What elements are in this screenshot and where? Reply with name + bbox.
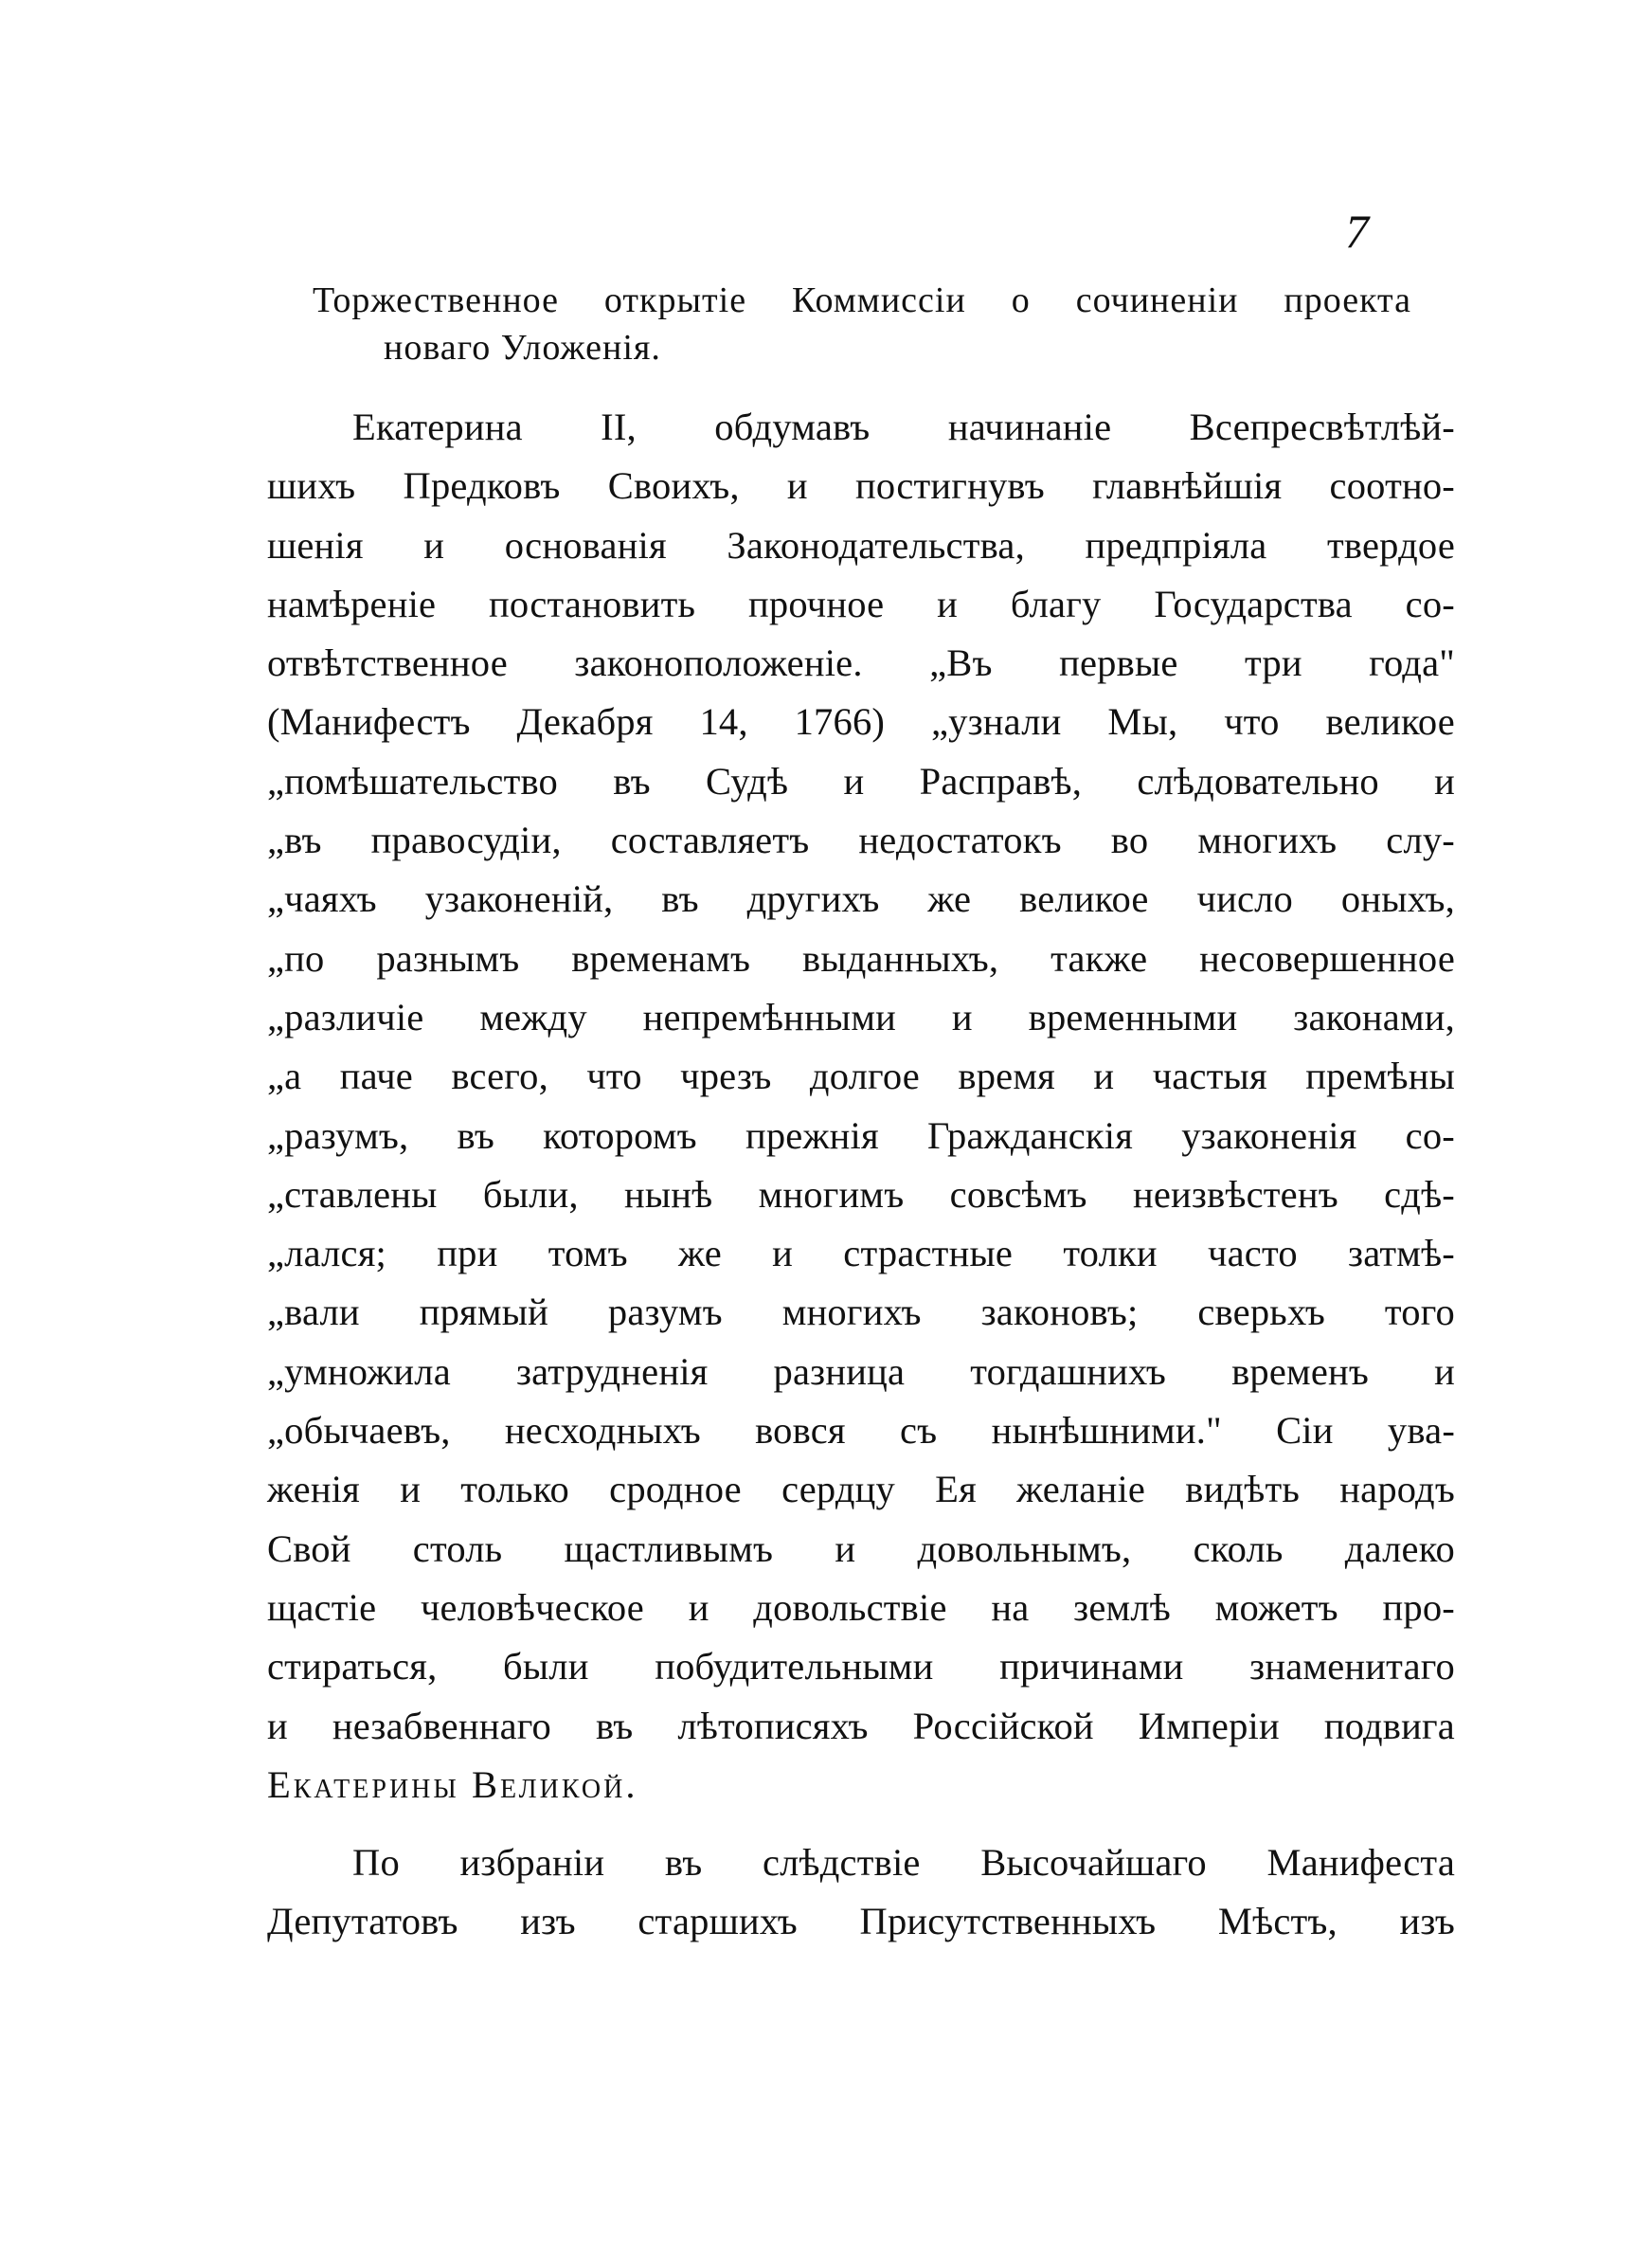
text-line: шенія и основанія Законодательства, предпріяла твердое: [267, 523, 1455, 567]
text-line: „по разнымъ временамъ выданныхъ, также несовершенное: [267, 936, 1455, 980]
text-line: отвѣтственное законоположеніе. „Въ первые три года": [267, 641, 1455, 685]
heading-line-2: новаго Уложенія.: [384, 328, 661, 368]
text-line: „лался; при томъ же и страстные толки часто затмѣ-: [267, 1232, 1455, 1275]
text-line: женія и только сродное сердцу Ея желаніе видѣть народъ: [267, 1468, 1455, 1511]
text-line: Екатерина II, обдумавъ начинаніе Всепресвѣтлѣй-: [352, 406, 1455, 448]
paragraph-2: [267, 1833, 1455, 1952]
text-line: Екатерины Великой.: [267, 1762, 638, 1806]
heading-line-1: Торжественное открытіе Коммиссіи о сочиненіи проекта: [313, 280, 1411, 320]
text-line: „помѣшательство въ Судѣ и Расправѣ, слѣдовательно и: [267, 759, 1455, 803]
text-line: щастіе человѣческое и довольствіе на землѣ можетъ про-: [267, 1585, 1455, 1629]
text-line: „а паче всего, что чрезъ долгое время и частыя премѣны: [267, 1055, 1455, 1098]
text-line: „вали прямый разумъ многихъ законовъ; сверьхъ того: [267, 1291, 1455, 1334]
text-line: „чаяхъ узаконеній, въ другихъ же великое число оныхъ,: [267, 877, 1455, 921]
page-number: 7: [1345, 205, 1369, 258]
text-line: намѣреніе постановить прочное и благу Государства со-: [267, 582, 1455, 625]
text-line: „въ правосудіи, составляетъ недостатокъ во многихъ слу-: [267, 819, 1455, 862]
text-line: Депутатовъ изъ старшихъ Присутственныхъ Мѣстъ, изъ: [267, 1900, 1455, 1943]
text-line: „обычаевъ, несходныхъ вовся съ нынѣшними." Сіи ува-: [267, 1409, 1455, 1453]
paragraph-1: [267, 398, 1455, 1815]
text-line: „ставлены были, нынѣ многимъ совсѣмъ неизвѣстенъ сдѣ-: [267, 1172, 1455, 1216]
text-line: и незабвеннаго въ лѣтописяхъ Россійской Имперіи подвига: [267, 1704, 1455, 1747]
text-line: „различіе между непремѣнными и временными законами,: [267, 995, 1455, 1038]
text-line: „разумъ, въ которомъ прежнія Гражданскія узаконенія со-: [267, 1113, 1455, 1157]
section-heading: [313, 277, 1411, 371]
text-line: шихъ Предковъ Своихъ, и постигнувъ главнѣйшія соотно-: [267, 464, 1455, 508]
text-line: По избраніи въ слѣдствіе Высочайшаго Манифеста: [352, 1841, 1455, 1885]
text-line: Свой столь щастливымъ и довольнымъ, сколь далеко: [267, 1526, 1455, 1570]
text-line: стираться, были побудительными причинами знаменитаго: [267, 1645, 1455, 1688]
body-text: [267, 398, 1455, 1952]
text-line: „умножила затрудненія разница тогдашнихъ временъ и: [267, 1349, 1455, 1393]
text-line: (Манифестъ Декабря 14, 1766) „узнали Мы, что великое: [267, 700, 1455, 744]
